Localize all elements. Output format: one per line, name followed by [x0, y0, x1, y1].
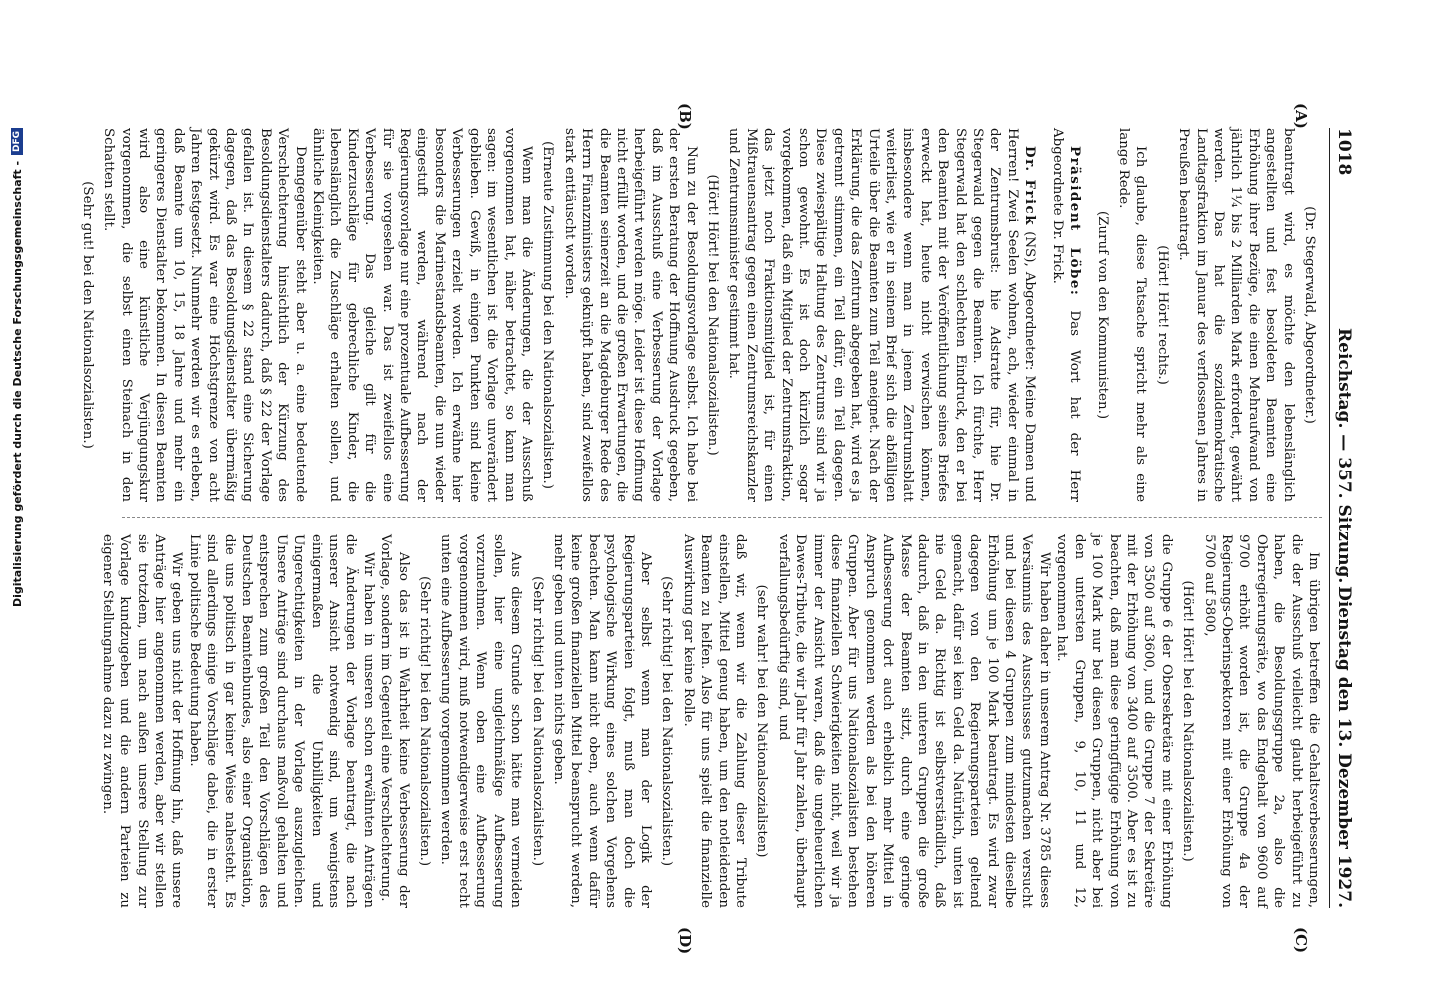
paragraph: (NS), Abgeordneter: Meine Damen und Herren! Zwei Seelen wohnen, ach, wieder einmal in der Zentrumsbrust: hie Adstratte für, hie Dr. Stegerwald gegen die Beamten. Ich fürchte, Herr Stegerwald hat den schlechten Eindruck, den er bei den Beamten mit der Veröffentlichung seines Briefes erweckt hat, heute nicht verwischen können, insbesondere wenn man in jenem Zentrumsblatt weiterliest, wie er in seinem Brief sich die abfälligen Urteile über die Beamten zum Teil aneignet. Nach der Erklärung, die das Zentrum abgegeben hat, wird es ja getrennt stimmen, ein Teil dafür, ein Teil dagegen. Diese zwiespältige Haltung des Zentrums sind wir ja schon gewohnt. Es ist doch kürzlich sogar vorgekommen, daß ein Mitglied der Zentrumsfraktion, das jetzt noch Fraktionsmitglied ist, für einen Mißtrauensantrag gegen einen Zentrumsreichskanzler und Zentrumsminister gestimmt hat. [726, 128, 1038, 502]
paragraph: Aber selbst wenn man der Logik der Regierungsparteien folgt, muß man doch die psychologische Wirkung eines solchen Vorgehens beachten. Man kann nicht oben, auch wenn dafür keine großen finanziellen Mittel beansprucht werden, mehr geben und unten nichts geben. [550, 534, 653, 908]
reaction: (Sehr richtig! bei den Nationalsozialisten.) [659, 575, 675, 867]
reaction: (Sehr richtig! bei den Nationalsozialisten.) [529, 575, 545, 867]
margin-mark-b: (B) [676, 103, 694, 130]
header-date: Dienstag den 13. Dezember 1927. [1334, 586, 1354, 908]
header-rule [1329, 128, 1330, 908]
digitization-credit [5, 0, 29, 607]
paragraph: Das Wort hat der Herr Abgeordnete Dr. Frick. [1049, 128, 1083, 502]
reaction: (Sehr richtig! bei den Nationalsozialisten.) [417, 575, 433, 867]
speaker-name: Präsident Löbe: [1067, 146, 1084, 297]
paragraph: Nun zu der Besoldungsvorlage selbst. Ich habe bei der ersten Beratung der Hoffnung Ausdruck gegeben, daß im Ausschuß eine Verbesserung der Vorlage herbeigeführt werden möge. Leider ist diese Hoffnung nicht erfüllt worden, und die großen Erwartungen, die die Beamten seinerzeit an die Magdeburger Rede des Herrn Finanzministers geknüpft haben, sind zweifellos stark enttäuscht worden. [561, 128, 699, 502]
left-column [79, 128, 1322, 502]
paragraph: die Gruppe 6 der Obersekretäre mit einer Erhöhung von 3500 auf 3600, und die Gruppe 7 der Sekretäre mit der Erhöhung von 3400 auf 3500. Aber es ist zu beachten, daß man diese geringfügige Erhöhung von je 100 Mark nur bei diesen Gruppen, nicht aber bei den untersten Gruppen, 9, 10, 11 und 12, vorgenommen hat. [1054, 534, 1174, 908]
margin-mark-d: (D) [676, 927, 694, 955]
paragraph: daß wir, wenn wir die Zahlung dieser Tribute einstellen, Mittel genug haben, um den notleidenden Beamten zu helfen. Also für uns spielt die finanzielle Auswirkung gar keine Rolle. [680, 534, 748, 908]
speaker-continuation: (Dr. Stegerwald, Abgeordneter.) [1302, 206, 1317, 424]
paragraph: Wir haben in unseren schon erwähnten Anträgen die Änderungen der Vorlage beantragt, die nach unserer Ansicht notwendig sind, um wenigstens einigermaßen die Unbilligkeiten und Ungerechtigkeiten in der Vorlage auszugleichen. Unsere Anträge sind durchaus maßvoll gehalten und entsprechen zum großen Teil den Vorschlägen des Deutschen Beamtenbundes, also einer Organisation, die uns politisch in gar keiner Weise nahesteht. Es sind allerdings einige Vorschläge dabei, die in erster Linie politische Bedeutung haben. [186, 534, 376, 908]
speaker-name: Dr. Frick [1022, 146, 1039, 226]
paragraph: Wir geben uns nicht der Hoffnung hin, daß unsere Anträge hier angenommen werden, aber wir stellen sie trotzdem, um nach außen unsere Stellung zur Vorlage kundzugeben und die andern Parteien zu eigener Stellungnahme dazu zu zwingen. [99, 534, 185, 908]
reaction: (Sehr gut! bei den Nationalsozialisten.) [79, 181, 95, 449]
margin-mark-a: (A) [1292, 103, 1310, 129]
reaction: (Hört! Hört! bei den Nationalsozialisten.) [1180, 580, 1196, 862]
paragraph: Ich glaube, diese Tatsache spricht mehr als eine lange Rede. [1115, 128, 1149, 502]
page-number: 1018 [1334, 128, 1354, 176]
paragraph: Aus diesem Grunde schon hätte man vermeiden sollen, hier eine ungleichmäßige Aufbesserung vorzunehmen. Wenn oben eine Aufbesserung vorgenommen wird, muß notwendigerweise erst recht unten eine Aufbesserung vorgenommen werden. [438, 534, 524, 908]
paragraph: Also das ist in Wahrheit keine Verbesserung der Vorlage, sondern im Gegenteil eine Verschlechterung. [378, 534, 411, 908]
paragraph: Wenn man die Änderungen, die der Ausschuß vorgenommen hat, näher betrachtet, so kann man sagen: im wesentlichen ist die Vorlage unverändert geblieben. Gewiß, in einigen Punkten sind kleine Verbesserungen erzielt worden. Ich erwähne hier besonders die Marinestandsbeamten, die nun wieder eingestuft werden, während nach der Regierungsvorlage nur eine prozentuale Aufbesserung für sie vorgesehen war. Das ist zweifellos eine Verbesserung. Das gleiche gilt für die Kinderzuschläge für gebrechliche Kinder, die lebenslänglich die Zuschläge erhalten sollen, und ähnliche Kleinigkeiten. [310, 128, 534, 502]
paragraph: Wir haben daher in unserem Antrag Nr. 3785 dieses Versäumnis des Ausschusses gutzumachen versucht und bei diesen 4 Gruppen zum mindesten dieselbe Erhöhung um je 100 Mark beantragt. Es wird zwar dagegen von den Regierungsparteien geltend gemacht, dafür sei kein Geld da. Natürlich, unten ist nie Geld da. Richtig ist selbstverständlich, daß dadurch, daß in den unteren Gruppen die große Masse der Beamten sitzt, durch eine geringe Aufbesserung dort auch erheblich mehr Mittel in Anspruch genommen werden als bei den höheren Gruppen. Aber für uns Nationalsozialisten bestehen diese finanziellen Schwierigkeiten nicht, weil wir ja immer der Ansicht waren, daß die ungeheuerlichen Dawes-Tribute, die wir Jahr für Jahr zahlen, überhaupt verfallungsbedürftig sind, und [775, 534, 1052, 908]
reaction: (Erneute Zustimmung bei den Nationalsozialisten.) [540, 141, 556, 489]
header-title: Reichstag. — 357. Sitzung. [1334, 328, 1354, 584]
paragraph: Im übrigen betreffen die Gehaltsverbesserungen, die der Ausschuß vielleicht glaubt herbeigeführt zu haben, die Besoldungsgruppe 2a, also die Oberregierungsräte, wo das Endgehalt von 9600 auf 9700 erhöht worden ist, die Gruppe 4a der Regierungs-Oberinspektoren mit einer Erhöhung von 5700 auf 5800, [1201, 534, 1321, 908]
credit-text: Digitalisierung gefördert durch die Deutsche Forschungsgemeinschaft - [10, 160, 24, 607]
reaction: (Hört! Hört! rechts.) [1154, 245, 1170, 385]
margin-mark-c: (C) [1292, 927, 1310, 954]
reaction: (sehr wahr! bei den Nationalsozialisten) [754, 584, 770, 858]
reaction: (Zuruf von den Kommunisten.) [1094, 210, 1110, 420]
paragraph: beantragt wird, es möchte den lebenslänglich angestellten und fest besoldeten Beamten eine Erhöhung ihrer Bezüge, die einen Mehraufwand von jährlich 1¼ bis 2 Milliarden Mark erfordert, gewährt werden. Das hat die sozialdemokratische Landtagsfraktion im Januar des verflossenen Jahres in Preußen beantragt. [1176, 128, 1296, 502]
reaction: (Hört! Hört! bei den Nationalsozialisten.) [705, 174, 720, 456]
right-column [99, 534, 1322, 908]
dfg-logo: DFG [11, 128, 23, 155]
column-divider [122, 517, 1322, 519]
paragraph: Demgegenüber steht aber u. a. eine bedeutende Verschlechterung hinsichtlich der Kürzung des Besoldungsdienstalters dadurch, daß § 22 der Vorlage gefallen ist. In diesem § 22 stand eine Sicherung dagegen, daß das Besoldungsdienstalter übermäßig gekürzt wird. Es war eine Höchstgrenze von acht Jahren festgesetzt. Nunmehr werden wir es erleben, daß Beamte um 10, 15, 18 Jahre und mehr ein geringeres Dienstalter bekommen. In diesen Beamten wird also eine künstliche Verjüngungskur vorgenommen, die selbst einen Steinach in den Schatten stellt. [101, 128, 308, 502]
